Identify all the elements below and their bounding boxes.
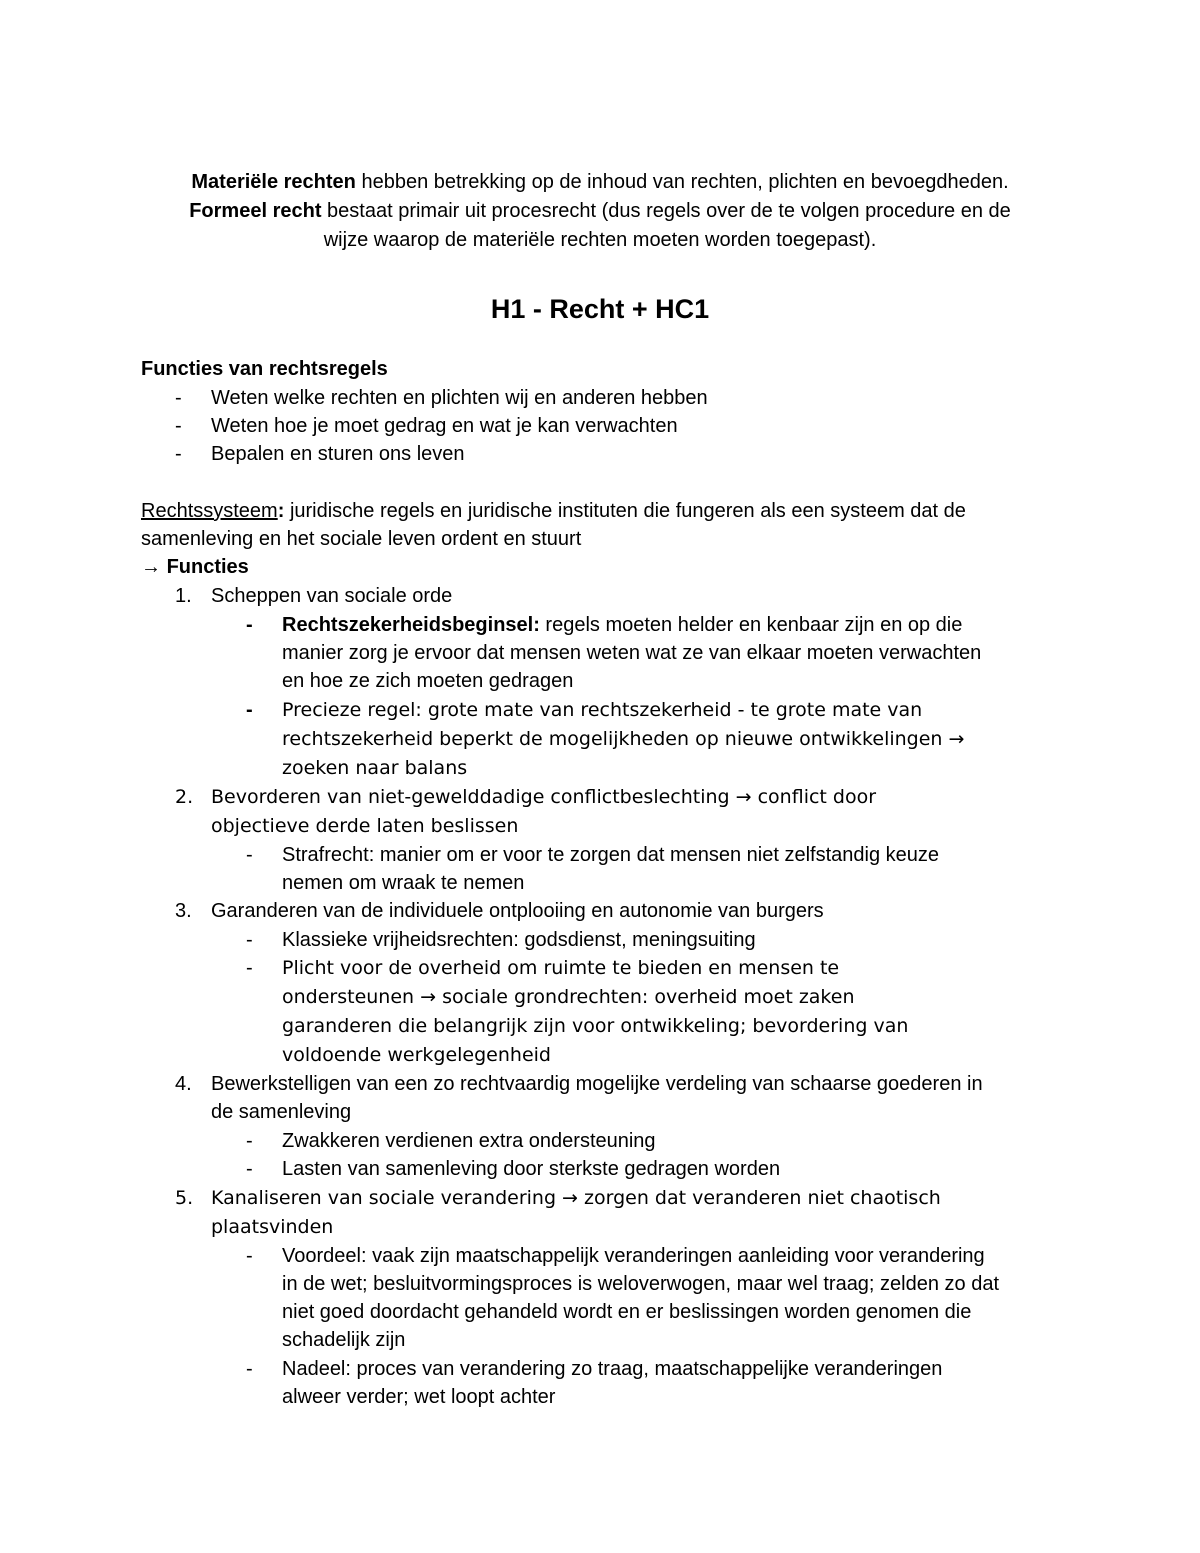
colon: : [277, 500, 285, 522]
term-materiele-rechten: Materiële rechten [191, 171, 356, 193]
list-dash: - [246, 1358, 253, 1380]
sub-item-line: in de wet; besluitvormingsproces is weloverwogen, maar wel traag; zelden zo dat [282, 1273, 1000, 1295]
intro-text: bestaat primair uit procesrecht (dus regels over de te volgen procedure en de [321, 200, 1011, 222]
list-dash: - [246, 1158, 253, 1180]
list-dash: - [246, 614, 253, 636]
intro-line-3: wijze waarop de materiële rechten moeten worden toegepast). [323, 229, 877, 251]
list-item-title: Bevorderen van niet-gewelddadige conflictbeslechting → conflict door [211, 786, 877, 808]
list-dash: - [246, 1130, 253, 1152]
sub-item-line: en hoe ze zich moeten gedragen [282, 670, 574, 692]
intro-line-2 [0, 197, 1200, 225]
intro-text: hebben betrekking op de inhoud van rechten, plichten en bevoegdheden. [355, 171, 1009, 193]
sub-item-line: Strafrecht: manier om er voor te zorgen dat mensen niet zelfstandig keuze [282, 844, 940, 866]
sub-item-line: Lasten van samenleving door sterkste gedragen worden [282, 1158, 781, 1180]
list-dash: - [246, 957, 253, 979]
list-item-title: Garanderen van de individuele ontplooiing en autonomie van burgers [211, 900, 824, 922]
sub-item-line: alweer verder; wet loopt achter [282, 1386, 556, 1408]
sub-item-line: rechtszekerheid beperkt de mogelijkheden op nieuwe ontwikkelingen → [282, 728, 965, 750]
rechtssysteem-line-1 [141, 497, 966, 525]
sub-item-text: regels moeten helder en kenbaar zijn en op die [539, 614, 963, 636]
definition-text: juridische regels en juridische instituten die fungeren als een systeem dat de [284, 500, 966, 522]
sub-item-line: schadelijk zijn [282, 1329, 406, 1351]
list-dash: - [246, 699, 253, 721]
sub-item-line: nemen om wraak te nemen [282, 872, 525, 894]
list-number: 2. [175, 786, 194, 808]
sub-item-line: Nadeel: proces van verandering zo traag, maatschappelijke veranderingen [282, 1358, 943, 1380]
sub-item-line: ondersteunen → sociale grondrechten: overheid moet zaken [282, 986, 855, 1008]
list-dash: - [246, 1245, 253, 1267]
sub-item-line: zoeken naar balans [282, 757, 468, 779]
sub-item-line: niet goed doordacht gehandeld wordt en er beslissingen worden genomen die [282, 1301, 972, 1323]
term-rechtssysteem: Rechtssysteem [141, 500, 278, 522]
sub-item-line: Precieze regel: grote mate van rechtszekerheid - te grote mate van [282, 699, 923, 721]
term-rechtszekerheidsbeginsel: Rechtszekerheidsbeginsel: [282, 614, 540, 636]
list-dash: - [175, 415, 182, 437]
sub-item-line [282, 611, 962, 639]
sub-item-line: manier zorg je ervoor dat mensen weten wat ze van elkaar moeten verwachten [282, 642, 982, 664]
list-item-title: plaatsvinden [211, 1216, 334, 1238]
list-item-title: Bewerkstelligen van een zo rechtvaardig mogelijke verdeling van schaarse goederen in [211, 1073, 983, 1095]
list-number: 1. [175, 585, 192, 607]
list-item: Weten welke rechten en plichten wij en anderen hebben [211, 387, 708, 409]
sub-item-line: Plicht voor de overheid om ruimte te bieden en mensen te [282, 957, 840, 979]
list-dash: - [175, 387, 182, 409]
section-heading: H1 - Recht + HC1 [490, 294, 710, 324]
intro-line-1 [0, 168, 1200, 196]
sub-item-line: voldoende werkgelegenheid [282, 1044, 551, 1066]
list-dash: - [175, 443, 182, 465]
list-number: 3. [175, 900, 192, 922]
list-number: 5. [175, 1187, 194, 1209]
list-item-title: Kanaliseren van sociale verandering → zorgen dat veranderen niet chaotisch [211, 1187, 941, 1209]
list-item: Weten hoe je moet gedrag en wat je kan verwachten [211, 415, 678, 437]
term-formeel-recht: Formeel recht [189, 200, 322, 222]
functies-label-line [141, 553, 249, 581]
list-dash: - [246, 844, 253, 866]
sub-item-line: Voordeel: vaak zijn maatschappelijk veranderingen aanleiding voor verandering [282, 1245, 985, 1267]
list-item-title: de samenleving [211, 1101, 352, 1123]
sub-item-line: garanderen die belangrijk zijn voor ontwikkeling; bevordering van [282, 1015, 909, 1037]
subsection-title: Functies van rechtsregels [141, 358, 388, 380]
list-item-title: Scheppen van sociale orde [211, 585, 453, 607]
arrow-icon: → [141, 556, 161, 578]
sub-item-line: Zwakkeren verdienen extra ondersteuning [282, 1130, 656, 1152]
list-item-title: objectieve derde laten beslissen [211, 815, 519, 837]
functies-label: Functies [166, 556, 249, 578]
list-item: Bepalen en sturen ons leven [211, 443, 465, 465]
rechtssysteem-line-2: samenleving en het sociale leven ordent en stuurt [141, 528, 582, 550]
sub-item-line: Klassieke vrijheidsrechten: godsdienst, meningsuiting [282, 929, 756, 951]
list-number: 4. [175, 1073, 192, 1095]
list-dash: - [246, 929, 253, 951]
